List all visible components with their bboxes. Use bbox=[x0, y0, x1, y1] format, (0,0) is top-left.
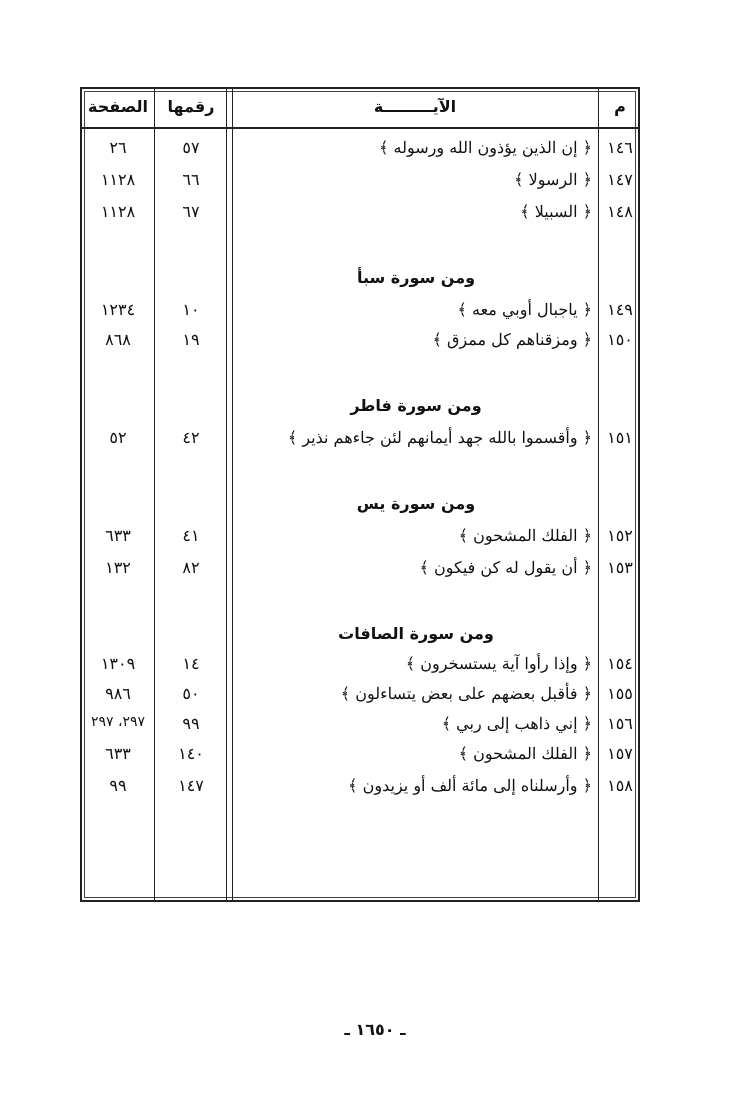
header-page: الصفحة bbox=[87, 97, 148, 116]
section-title: ومن سورة سبأ bbox=[356, 268, 476, 287]
row-num: ١٥٣ bbox=[607, 558, 633, 577]
row-page: ٨٦٨ bbox=[105, 330, 131, 349]
section-title: ومن سورة فاطر bbox=[350, 396, 482, 415]
row-verse-number: ٥٧ bbox=[182, 138, 200, 157]
row-num: ١٥٥ bbox=[607, 684, 633, 703]
row-verse: ﴿ فأقبل بعضهم على بعض يتساءلون ﴾ bbox=[340, 684, 592, 703]
row-num: ١٥٢ bbox=[607, 526, 633, 545]
row-verse-number: ٨٢ bbox=[182, 558, 200, 577]
page-number: ـ ١٦٥٠ ـ bbox=[344, 1020, 406, 1039]
row-verse-number: ١٤ bbox=[182, 654, 200, 673]
row-page: ٢٦ bbox=[109, 138, 127, 157]
row-num: ١٤٦ bbox=[607, 138, 633, 157]
row-verse-number: ٦٧ bbox=[182, 202, 200, 221]
row-verse: ﴿ ياجبال أوبي معه ﴾ bbox=[457, 300, 592, 319]
row-verse-number: ٥٠ bbox=[182, 684, 200, 703]
row-verse: ﴿ السبيلا ﴾ bbox=[520, 202, 592, 221]
row-verse: ﴿ أن يقول له كن فيكون ﴾ bbox=[419, 558, 592, 577]
row-verse: ﴿ الرسولا ﴾ bbox=[514, 170, 592, 189]
row-num: ١٤٧ bbox=[607, 170, 633, 189]
row-page: ٥٢ bbox=[109, 428, 127, 447]
column-divider bbox=[154, 87, 155, 902]
row-num: ١٥٠ bbox=[607, 330, 633, 349]
row-verse: ﴿ إن الذين يؤذون الله ورسوله ﴾ bbox=[379, 138, 592, 157]
section-title: ومن سورة الصافات bbox=[338, 624, 494, 643]
row-page: ٢٩٧، ٢٩٧ bbox=[90, 714, 146, 730]
row-page: ٩٩ bbox=[109, 776, 127, 795]
row-verse: ﴿ وأرسلناه إلى مائة ألف أو يزيدون ﴾ bbox=[348, 776, 592, 795]
row-num: ١٥١ bbox=[607, 428, 633, 447]
row-verse: ﴿ وإذا رأوا آية يستسخرون ﴾ bbox=[405, 654, 592, 673]
row-page: ١١٢٨ bbox=[100, 202, 136, 221]
row-page: ٦٣٣ bbox=[105, 526, 131, 545]
row-page: ١٣٠٩ bbox=[100, 654, 136, 673]
row-num: ١٤٨ bbox=[607, 202, 633, 221]
row-page: ٩٨٦ bbox=[105, 684, 131, 703]
column-divider bbox=[226, 87, 227, 902]
header-num: م bbox=[614, 97, 626, 116]
row-num: ١٥٦ bbox=[607, 714, 633, 733]
row-verse: ﴿ ومزقناهم كل ممزق ﴾ bbox=[432, 330, 592, 349]
row-page: ٦٣٣ bbox=[105, 744, 131, 763]
row-verse: ﴿ الفلك المشحون ﴾ bbox=[458, 526, 592, 545]
row-verse: ﴿ الفلك المشحون ﴾ bbox=[458, 744, 592, 763]
row-page: ١١٢٨ bbox=[100, 170, 136, 189]
row-num: ١٤٩ bbox=[607, 300, 633, 319]
row-verse-number: ١٤٧ bbox=[178, 776, 204, 795]
row-num: ١٥٧ bbox=[607, 744, 633, 763]
section-title: ومن سورة يس bbox=[356, 494, 476, 513]
row-verse-number: ١٠ bbox=[182, 300, 200, 319]
row-num: ١٥٤ bbox=[607, 654, 633, 673]
row-verse-number: ١٤٠ bbox=[178, 744, 204, 763]
row-verse: ﴿ وأقسموا بالله جهد أيمانهم لئن جاءهم نذير ﴾ bbox=[287, 428, 592, 447]
row-page: ١٢٣٤ bbox=[100, 300, 136, 319]
row-verse-number: ٩٩ bbox=[182, 714, 200, 733]
row-verse-number: ٤١ bbox=[182, 526, 200, 545]
header-verse-number: رقمها bbox=[167, 97, 215, 116]
row-verse-number: ١٩ bbox=[182, 330, 200, 349]
row-verse: ﴿ إني ذاهب إلى ربي ﴾ bbox=[441, 714, 592, 733]
header-divider bbox=[80, 127, 640, 129]
column-divider bbox=[232, 87, 233, 902]
row-page: ١٣٢ bbox=[105, 558, 131, 577]
column-divider bbox=[598, 87, 599, 902]
row-verse-number: ٦٦ bbox=[182, 170, 200, 189]
row-num: ١٥٨ bbox=[607, 776, 633, 795]
header-verse: الآيـــــــــة bbox=[373, 97, 457, 116]
row-verse-number: ٤٢ bbox=[182, 428, 200, 447]
